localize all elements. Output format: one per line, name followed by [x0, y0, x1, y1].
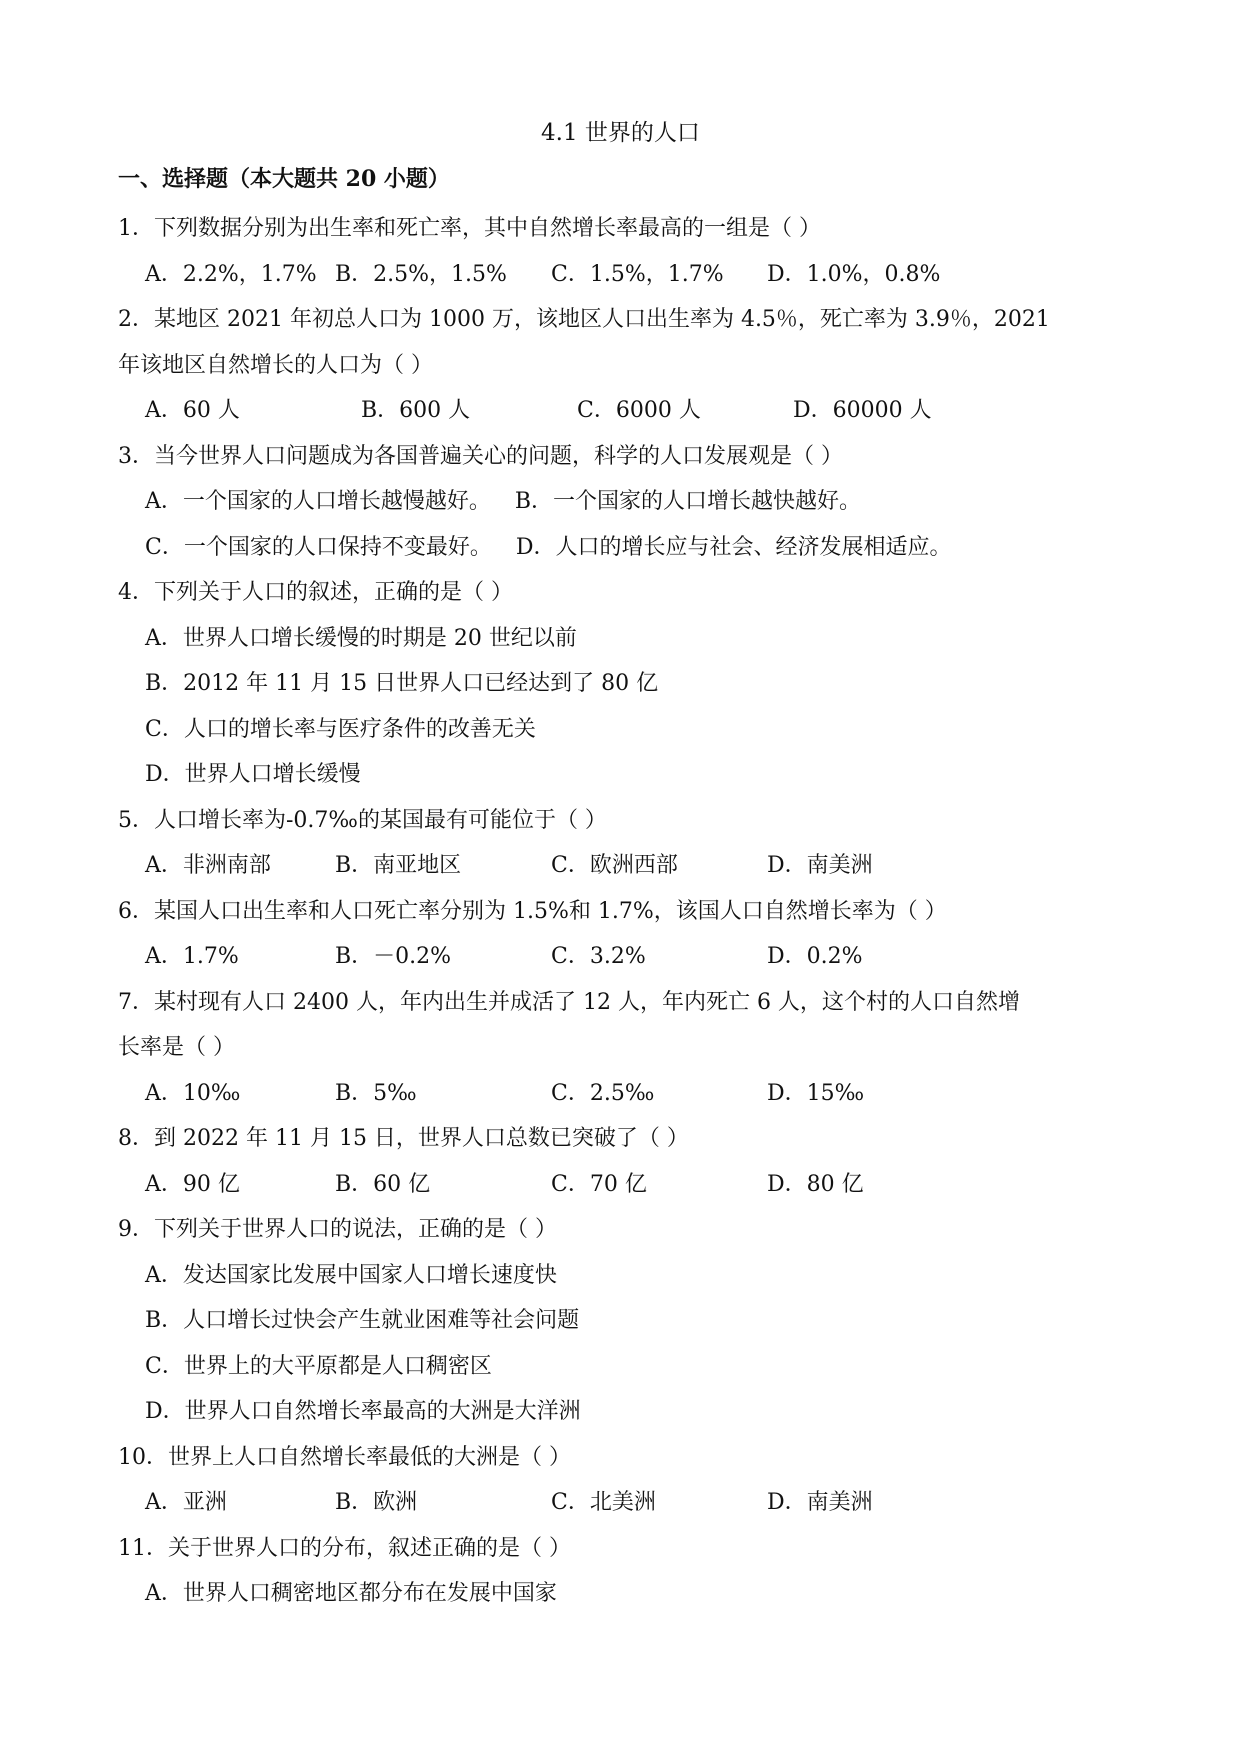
option-a: A．世界人口稠密地区都分布在发展中国家: [145, 1581, 557, 1606]
option-d: D．南美洲: [767, 1490, 873, 1515]
option-b: B．2.5%，1.5%: [335, 261, 507, 287]
option-a: A．一个国家的人口增长越慢越好。: [145, 489, 491, 514]
option-a: A．世界人口增长缓慢的时期是 20 世纪以前: [145, 625, 577, 651]
option-a: A．亚洲: [145, 1490, 227, 1515]
option-c: C．世界上的大平原都是人口稠密区: [145, 1353, 492, 1379]
option-b: B．5‰: [335, 1080, 417, 1106]
option-c: C．欧洲西部: [551, 853, 678, 878]
question-stem: 9．下列关于世界人口的说法，正确的是（ ）: [118, 1217, 557, 1242]
option-b: B．600 人: [361, 398, 471, 423]
options-row: [118, 1162, 1128, 1208]
option-b: B．一个国家的人口增长越快越好。: [514, 489, 862, 514]
question-stem-line-2: 长率是（ ）: [118, 1035, 235, 1060]
page-title: 4.1 世界的人口: [541, 120, 700, 146]
option-c: C．人口的增长率与医疗条件的改善无关: [145, 716, 536, 742]
option-d: D．南美洲: [767, 853, 873, 878]
option-c: C．6000 人: [577, 398, 701, 423]
option-c: C．2.5‰: [551, 1080, 655, 1106]
option-c: C．一个国家的人口保持不变最好。: [145, 534, 492, 560]
option-a: A．90 亿: [145, 1171, 240, 1197]
question-stem: 1．下列数据分别为出生率和死亡率，其中自然增长率最高的一组是（ ）: [118, 216, 821, 241]
question-7: [118, 980, 1128, 1117]
option-d: D．人口的增长应与社会、经济发展相适应。: [515, 534, 952, 560]
question-11: [118, 1526, 1128, 1617]
option-c: C．北美洲: [551, 1490, 656, 1515]
question-stem: 11．关于世界人口的分布，叙述正确的是（ ）: [118, 1535, 571, 1561]
option-c: C．70 亿: [551, 1171, 647, 1197]
option-a: A．非洲南部: [145, 853, 271, 878]
question-6: [118, 889, 1128, 980]
section-title: 一、选择题（本大题共 20 小题）: [118, 166, 450, 192]
option-b: B．2012 年 11 月 15 日世界人口已经达到了 80 亿: [145, 671, 659, 696]
option-b: B．南亚地区: [335, 853, 462, 878]
option-a: A．10‰: [145, 1080, 241, 1106]
option-d: D．15‰: [767, 1080, 865, 1106]
option-b: B．60 亿: [335, 1171, 431, 1197]
options-row: [118, 934, 1128, 980]
option-d: D．60000 人: [793, 398, 932, 423]
option-d: D．80 亿: [767, 1171, 864, 1197]
option-d: D．世界人口自然增长率最高的大洲是大洋洲: [145, 1399, 581, 1424]
options-row: [118, 1480, 1128, 1526]
question-list: [118, 206, 1128, 1617]
option-d: D．世界人口增长缓慢: [145, 762, 361, 787]
options-row: [118, 525, 1128, 571]
options-row: [118, 1071, 1128, 1117]
option-a: A．发达国家比发展中国家人口增长速度快: [145, 1262, 557, 1288]
question-4: [118, 570, 1128, 798]
option-b: B．－0.2%: [335, 944, 452, 969]
question-stem: 4．下列关于人口的叙述，正确的是（ ）: [118, 580, 513, 605]
option-c: C．1.5%，1.7%: [551, 261, 724, 287]
option-d: D．1.0%，0.8%: [767, 261, 941, 287]
question-stem-line-2: 年该地区自然增长的人口为（ ）: [118, 352, 433, 378]
question-stem-line-1: 7．某村现有人口 2400 人，年内出生并成活了 12 人，年内死亡 6 人，这个村的人口自然增: [118, 989, 1020, 1015]
option-a: A．2.2%，1.7%: [145, 261, 317, 287]
question-5: [118, 798, 1128, 889]
question-stem: 5．人口增长率为-0.7‰的某国最有可能位于（ ）: [118, 807, 607, 833]
question-9: [118, 1207, 1128, 1435]
options-row: [118, 252, 1128, 298]
question-3: [118, 434, 1128, 571]
question-2: [118, 297, 1128, 434]
question-8: [118, 1116, 1128, 1207]
question-1: [118, 206, 1128, 297]
question-stem: 8．到 2022 年 11 月 15 日，世界人口总数已突破了（ ）: [118, 1126, 689, 1151]
question-10: [118, 1435, 1128, 1526]
option-d: D．0.2%: [767, 944, 863, 969]
option-c: C．3.2%: [551, 944, 646, 969]
option-a: A．1.7%: [145, 944, 239, 969]
option-b: B．人口增长过快会产生就业困难等社会问题: [145, 1308, 580, 1333]
option-b: B．欧洲: [335, 1490, 418, 1515]
options-row: [118, 388, 1128, 434]
option-a: A．60 人: [145, 398, 240, 423]
question-stem: 3．当今世界人口问题成为各国普遍关心的问题，科学的人口发展观是（ ）: [118, 443, 843, 469]
options-row: [118, 479, 1128, 525]
question-stem: 10．世界上人口自然增长率最低的大洲是（ ）: [118, 1444, 571, 1470]
options-row: [118, 843, 1128, 889]
question-stem: 6．某国人口出生率和人口死亡率分别为 1.5%和 1.7%，该国人口自然增长率为（ ）: [118, 898, 947, 924]
question-stem-line-1: 2．某地区 2021 年初总人口为 1000 万，该地区人口出生率为 4.5％，死亡率为 3.9％，2021: [118, 307, 1050, 332]
